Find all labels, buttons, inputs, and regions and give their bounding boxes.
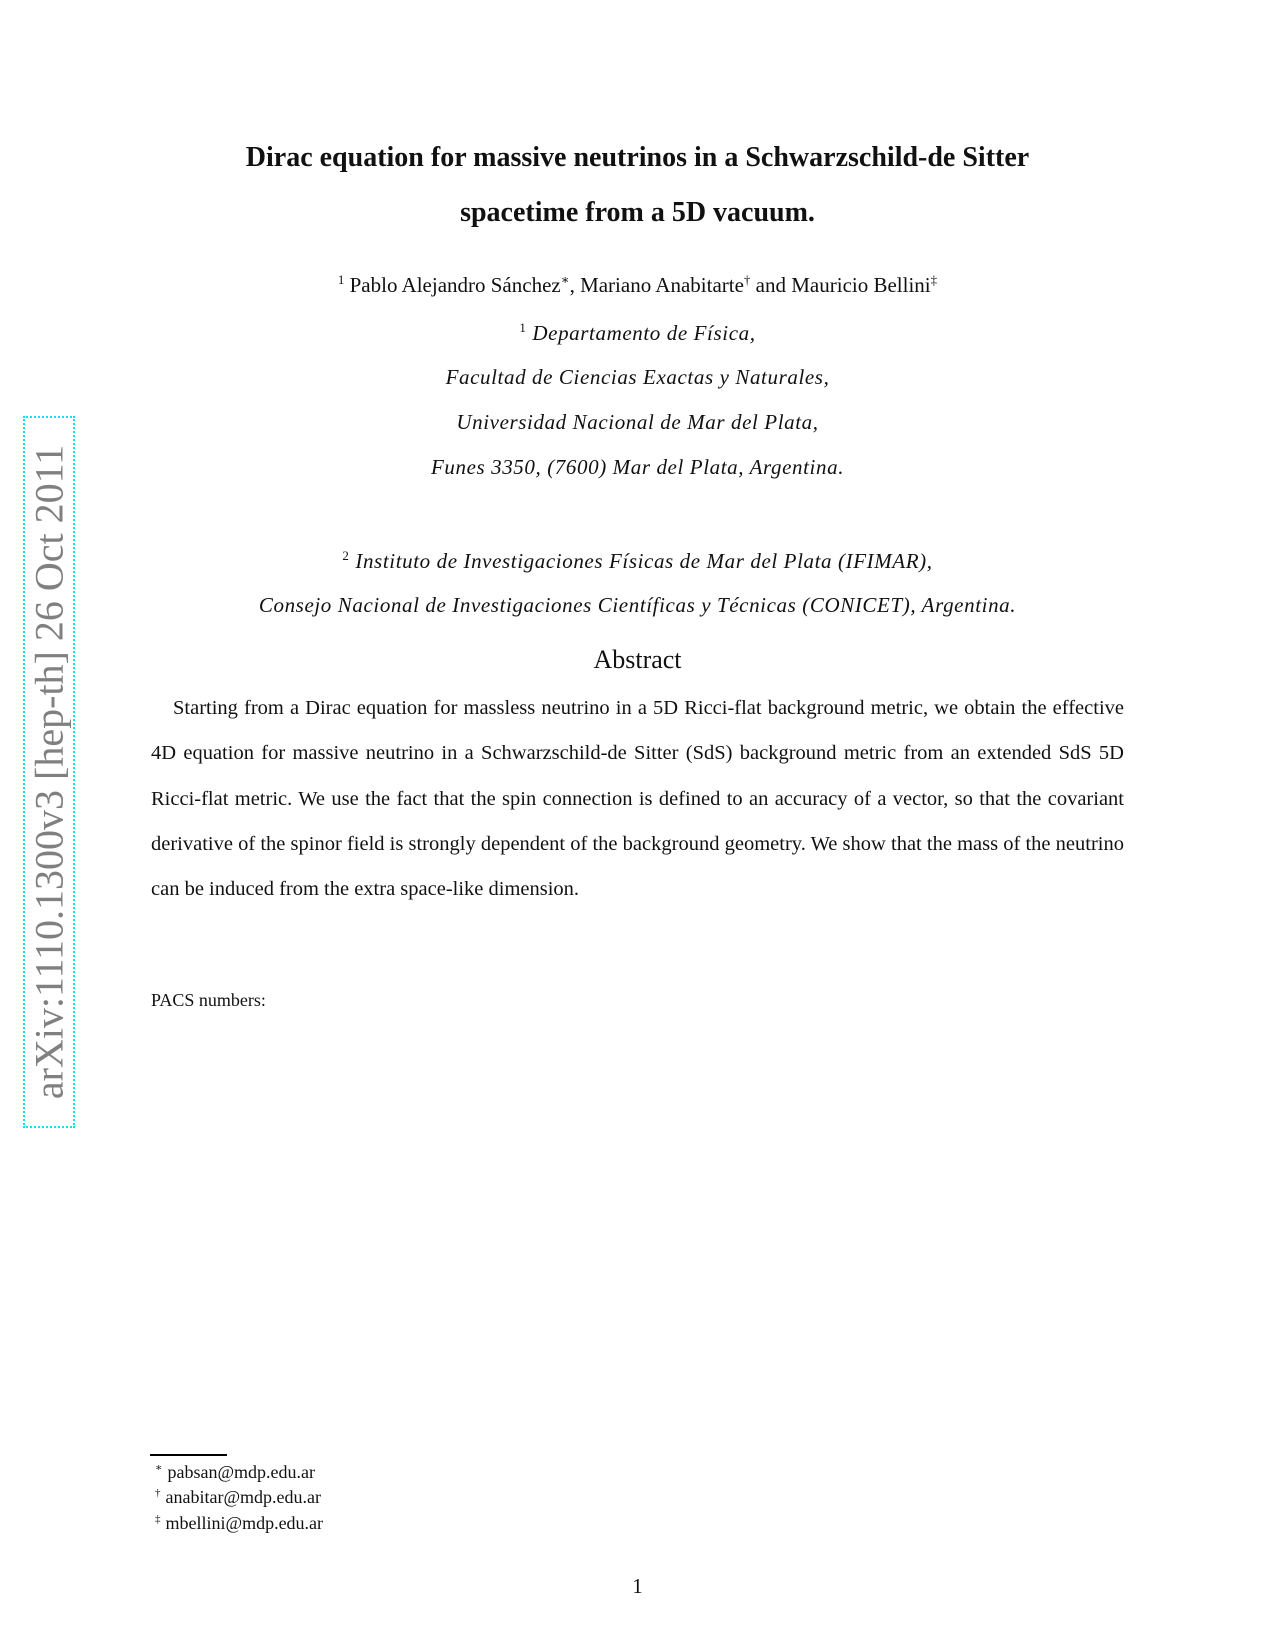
authors [0,272,1275,298]
footnote [155,1487,321,1508]
author-3-footnote-mark: ‡ [930,272,938,287]
footnote-email: pabsan@mdp.edu.ar [167,1462,316,1482]
author-affil-mark: 1 [337,272,345,287]
title-line-2: spacetime from a 5D vacuum. [460,197,815,228]
abstract-heading: Abstract [593,645,682,674]
footnote-rule [150,1454,227,1456]
affiliation-2-line-1 [0,548,1275,574]
author-3: and Mauricio Bellini [750,273,931,297]
footnote-email: mbellini@mdp.edu.ar [165,1513,324,1533]
arxiv-stamp [23,416,75,1128]
abstract-text: Starting from a Dirac equation for massless neutrino in a 5D Ricci-flat background metric, we obtain the effective 4D equation for massive neutrino in a Schwarzschild-de Sitter (SdS) background metric from an extended SdS 5D Ricci-flat metric. We use the fact that the spin connection is defined to an accuracy of a vector, so that the covariant derivative of the spinor field is strongly dependent of the background geometry. We show that the mass of the neutrino can be induced from the extra space-like dimension. [151,697,1124,901]
title-line-1: Dirac equation for massive neutrinos in a Schwarzschild-de Sitter [245,142,1030,173]
affiliation-1-line-4: Funes 3350, (7600) Mar del Plata, Argentina. [430,455,845,479]
author-1-footnote-mark: ∗ [560,272,570,287]
footnote-mark: ∗ [155,1462,163,1474]
affiliation-text: Instituto de Investigaciones Físicas de Mar del Plata (IFIMAR), [355,549,933,573]
arxiv-stamp-text: arXiv:1110.1300v3 [hep-th] 26 Oct 2011 [26,444,72,1100]
footnote-email: anabitar@mdp.edu.ar [165,1487,322,1507]
footnote [155,1513,323,1534]
affiliation-1-line-3: Universidad Nacional de Mar del Plata, [456,410,819,434]
page-number: 1 [632,1574,643,1598]
affiliation-text: Departamento de Física, [532,321,756,345]
footnote [155,1461,315,1483]
footnote-mark: ‡ [155,1513,161,1525]
author-2-footnote-mark: † [743,272,751,287]
author-2: , Mariano Anabitarte [569,273,744,297]
affiliation-2-line-2: Consejo Nacional de Investigaciones Científicas y Técnicas (CONICET), Argentina. [258,593,1017,617]
affiliation-mark: 1 [519,320,527,335]
affiliation-mark: 2 [342,548,350,563]
affiliation-1-line-1 [0,320,1275,346]
author-1: Pablo Alejandro Sánchez [349,273,561,297]
footnote-mark: † [155,1487,161,1499]
pacs-numbers: PACS numbers: [151,990,266,1010]
affiliation-1-line-2: Facultad de Ciencias Exactas y Naturales, [445,365,830,389]
